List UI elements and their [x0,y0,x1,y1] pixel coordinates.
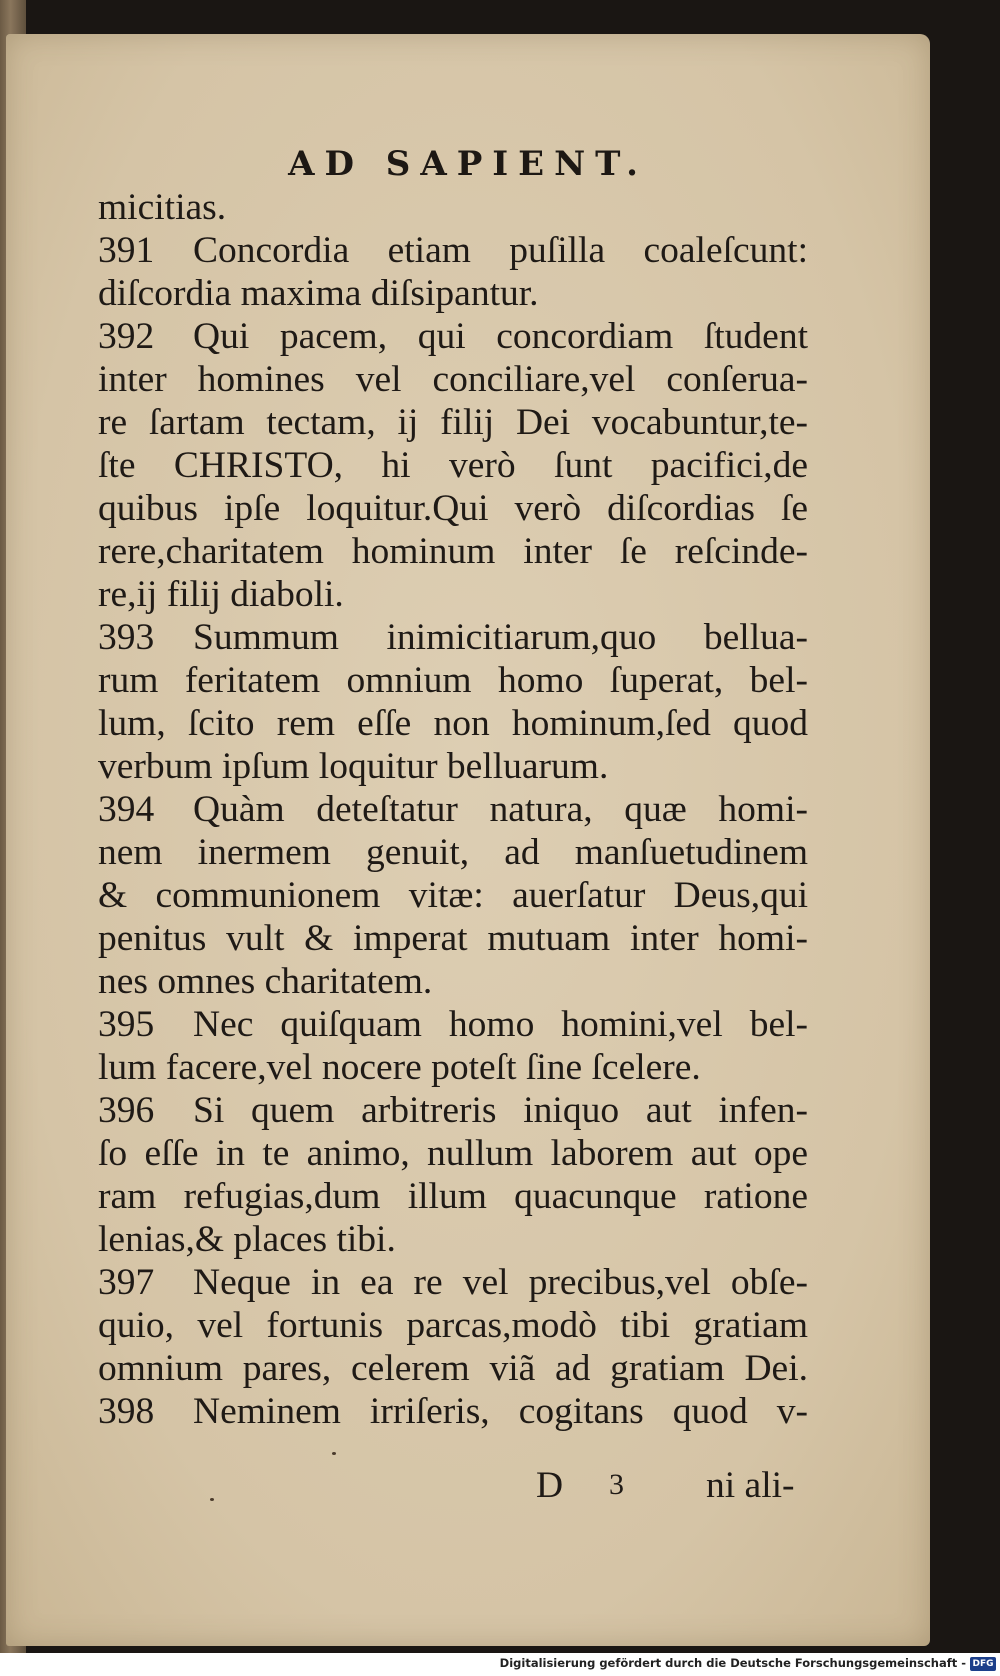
line-text: Si quem arbitreris iniquo aut infen- [193,1090,808,1131]
sentence-number: 394 [98,789,155,830]
text-line: verbum ipſum loquitur belluarum. [98,746,609,787]
sentence-number: 395 [98,1004,155,1045]
text-line: inter homines vel conciliare,vel conſerua- [98,359,808,400]
sentence-number: 391 [98,230,155,271]
text-line [98,315,808,358]
text-line: ſte CHRISTO, hi verò ſunt pacifici,de [98,445,808,486]
text-line: rum feritatem omnium homo ſuperat, bel- [98,660,808,701]
text-line: ſo eſſe in te animo, nullum laborem aut ope [98,1133,808,1174]
text-line: re ſartam tectam, ij filij Dei vocabuntur,te- [98,402,808,443]
text-line: omnium pares, celerem viã ad gratiam Dei. [98,1348,808,1389]
catchword: ni ali- [706,1465,795,1506]
signature-number: 3 [609,1468,624,1501]
text-line: quibus ipſe loquitur.Qui verò diſcordias ſe [98,488,808,529]
book-page [6,34,930,1646]
line-text: Qui pacem, qui concordiam ſtudent [193,316,808,357]
line-text: Neque in ea re vel precibus,vel obſe- [193,1262,808,1303]
ink-speck [332,1452,336,1455]
footer-credit: Digitalisierung gefördert durch die Deutsche Forschungsgemeinschaft - [499,1656,966,1670]
text-line [98,616,808,659]
text-line [98,229,808,272]
text-line [98,788,808,831]
text-line: penitus vult & imperat mutuam inter homi- [98,918,808,959]
text-line [98,1390,808,1433]
text-line: & communionem vitæ: auerſatur Deus,qui [98,875,808,916]
text-line: quio, vel fortunis parcas,modò tibi gratiam [98,1305,808,1346]
text-line [98,1261,808,1304]
sentence-number: 393 [98,617,155,658]
running-head: AD SAPIENT. [288,144,648,184]
dfg-logo-icon: DFG [970,1657,996,1671]
line-text: Concordia etiam puſilla coaleſcunt: [193,230,808,271]
line-text: Nec quiſquam homo homini,vel bel- [193,1004,808,1045]
text-line [98,1003,808,1046]
text-line: nes omnes charitatem. [98,961,433,1002]
sentence-number: 392 [98,316,155,357]
page-foot [6,1464,930,1510]
text-line: lum facere,vel nocere poteſt ſine ſcelere. [98,1047,701,1088]
text-line: lenias,& places tibi. [98,1219,396,1260]
line-text: Neminem irriſeris, cogitans quod v- [193,1391,808,1432]
line-text: Summum inimicitiarum,quo bellua- [193,617,808,658]
ink-speck [210,1498,214,1501]
text-line: re,ij filij diaboli. [98,574,344,615]
page-body-text [98,186,808,1433]
text-line: micitias. [98,187,227,228]
text-line: diſcordia maxima diſsipantur. [98,273,539,314]
text-line [98,1089,808,1132]
signature-mark: D [536,1465,564,1506]
text-line: ram refugias,dum illum quacunque ratione [98,1176,808,1217]
sentence-number: 397 [98,1262,155,1303]
digitization-footer [0,1653,1000,1676]
text-line: nem inermem genuit, ad manſuetudinem [98,832,808,873]
text-line: lum, ſcito rem eſſe non hominum,ſed quod [98,703,808,744]
sentence-number: 396 [98,1090,155,1131]
line-text: Quàm deteſtatur natura, quæ homi- [193,789,808,830]
text-line: rere,charitatem hominum inter ſe reſcinde- [98,531,808,572]
sentence-number: 398 [98,1391,155,1432]
